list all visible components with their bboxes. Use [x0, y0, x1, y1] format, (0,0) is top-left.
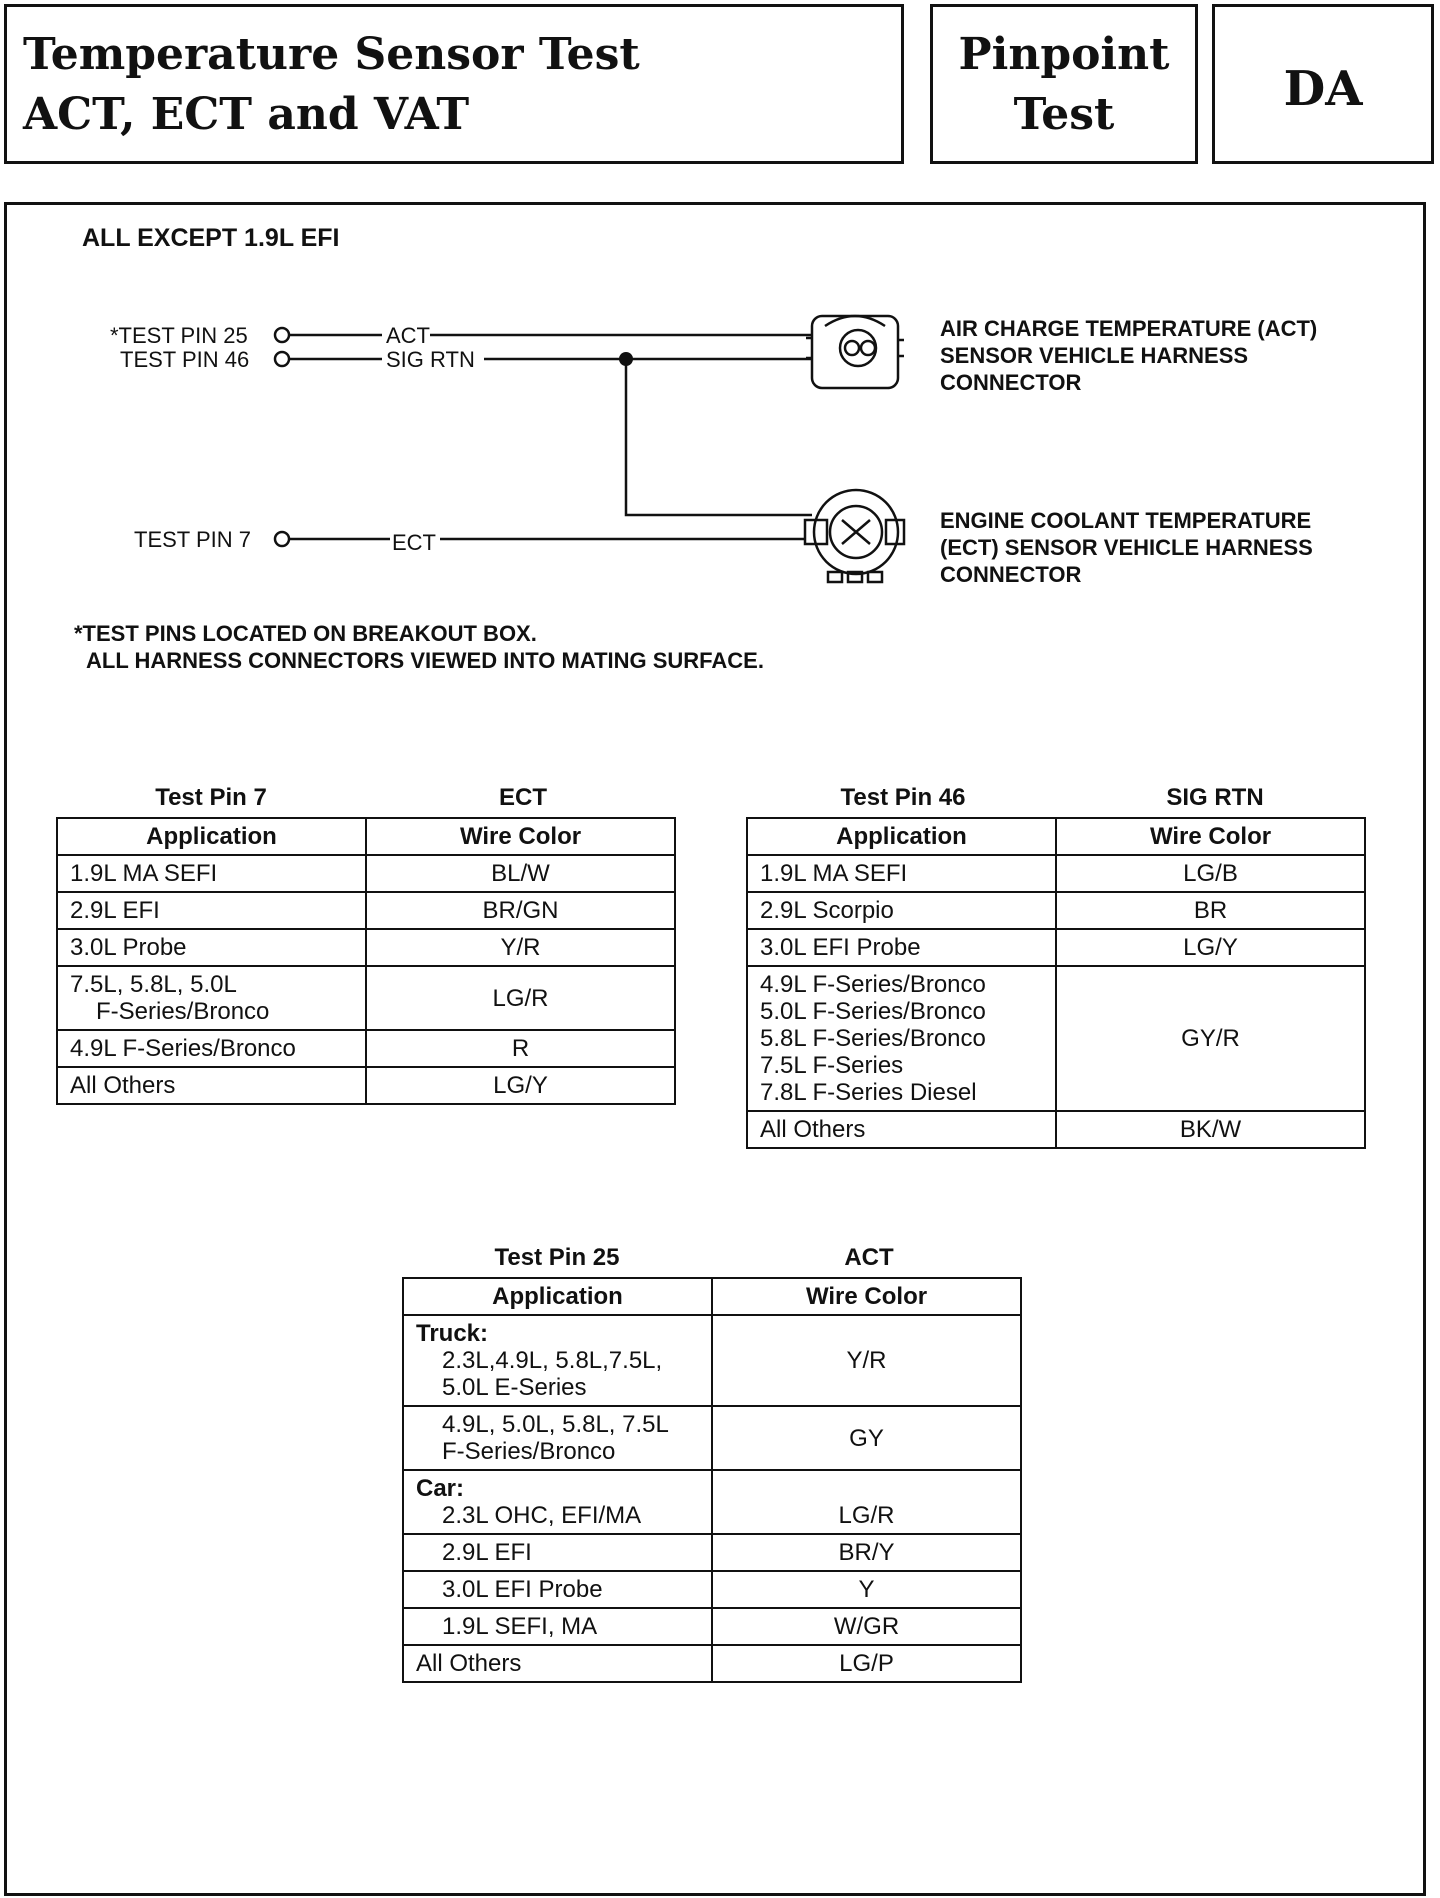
table-row: Car: 2.3L OHC, EFI/MA LG/R [403, 1470, 1021, 1534]
pin25-caption: Test Pin 25 [494, 1244, 620, 1271]
table-row: 3.0L Probe Y/R [57, 929, 675, 966]
page-title-line1: Temperature Sensor Test [23, 29, 640, 80]
pin46-terminal [275, 352, 289, 366]
pin25-table [402, 1277, 1022, 1683]
table-row: 4.9L F-Series/Bronco R [57, 1030, 675, 1067]
diagram-note: *TEST PINS LOCATED ON BREAKOUT BOX. ALL HARNESS CONNECTORS VIEWED INTO MATING SURFACE. [74, 621, 764, 673]
test-code: DA [1283, 61, 1363, 117]
pin7-label: TEST PIN 7 [134, 527, 251, 552]
table-row: All Others LG/P [403, 1645, 1021, 1682]
wire-ect-label: ECT [392, 530, 436, 555]
pin46-caption-right: SIG RTN [1166, 784, 1264, 811]
table-row: 1.9L MA SEFI LG/B [747, 855, 1365, 892]
pinpoint-line1: Pinpoint [958, 29, 1170, 80]
table-row: 7.5L, 5.8L, 5.0L F-Series/Bronco LG/R [57, 966, 675, 1030]
table-row: 4.9L, 5.0L, 5.8L, 7.5L F-Series/Bronco GY [403, 1406, 1021, 1470]
act-connector-icon [806, 316, 904, 388]
pin7-terminal [275, 532, 289, 546]
pin25-caption-right: ACT [844, 1244, 894, 1271]
table-header-row: Application Wire Color [403, 1278, 1021, 1315]
wire-act-label: ACT [386, 323, 430, 348]
table-row: 3.0L EFI Probe LG/Y [747, 929, 1365, 966]
splice-icon [619, 352, 633, 366]
pinpoint-line2: Test [1013, 89, 1115, 140]
table-row: 1.9L MA SEFI BL/W [57, 855, 675, 892]
table-row: 3.0L EFI Probe Y [403, 1571, 1021, 1608]
table-row: Truck: 2.3L,4.9L, 5.8L,7.5L, 5.0L E-Series Y/R [403, 1315, 1021, 1406]
ect-connector-label: ENGINE COOLANT TEMPERATURE (ECT) SENSOR VEHICLE HARNESS CONNECTOR [940, 508, 1313, 587]
table-row: All Others BK/W [747, 1111, 1365, 1148]
page-title-line2: ACT, ECT and VAT [23, 89, 470, 140]
diagram-heading: ALL EXCEPT 1.9L EFI [82, 224, 340, 252]
table-row: 2.9L EFI BR/Y [403, 1534, 1021, 1571]
table-row: All Others LG/Y [57, 1067, 675, 1104]
pin25-label: *TEST PIN 25 [110, 323, 248, 348]
pin25-terminal [275, 328, 289, 342]
table-header-row: Application Wire Color [57, 818, 675, 855]
pin46-caption: Test Pin 46 [840, 784, 966, 811]
pin7-table [56, 817, 676, 1105]
ect-connector-icon [805, 490, 904, 582]
table-row: 4.9L F-Series/Bronco 5.0L F-Series/Bronco 5.8L F-Series/Bronco 7.5L F-Series 7.8L F-Series Diesel GY/R [747, 966, 1365, 1111]
act-connector-label: AIR CHARGE TEMPERATURE (ACT) SENSOR VEHICLE HARNESS CONNECTOR [940, 316, 1318, 395]
pin46-label: TEST PIN 46 [120, 347, 250, 372]
table-row: 2.9L Scorpio BR [747, 892, 1365, 929]
table-row: 1.9L SEFI, MA W/GR [403, 1608, 1021, 1645]
table-header-row: Application Wire Color [747, 818, 1365, 855]
pin7-caption-right: ECT [499, 784, 547, 811]
pin46-table [746, 817, 1366, 1149]
wire-sig-rtn-label: SIG RTN [386, 347, 475, 372]
pin7-caption: Test Pin 7 [155, 784, 267, 811]
table-row: 2.9L EFI BR/GN [57, 892, 675, 929]
